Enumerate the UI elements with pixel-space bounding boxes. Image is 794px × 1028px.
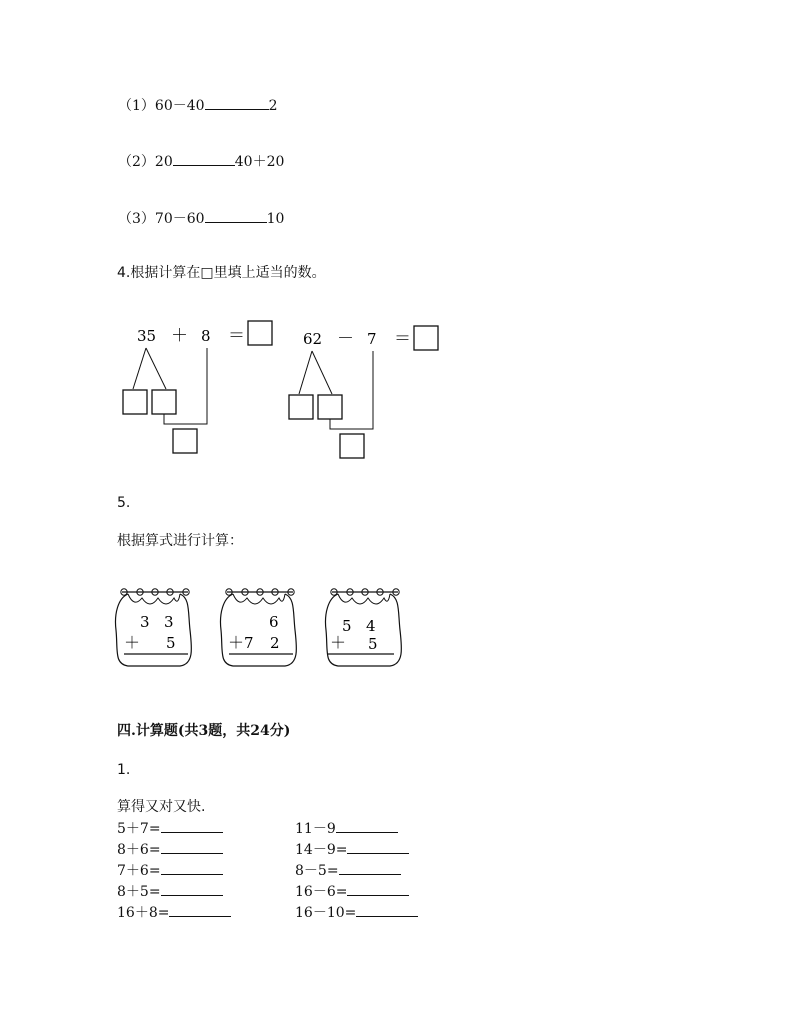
answer-blank[interactable] [339, 862, 401, 875]
calc-right-1: 11－9 [295, 818, 398, 838]
calc-left-1: 5＋7= [117, 818, 223, 838]
bag2-top-ones: 6 [269, 613, 279, 631]
answer-blank[interactable] [347, 841, 409, 854]
calc-left-2: 8＋6= [117, 839, 223, 859]
bag1-bottom-ones: 5 [166, 634, 176, 652]
money-bag-3 [326, 589, 402, 666]
calc-right-4: 16－6= [295, 881, 409, 901]
s4-q1-instruction: 算得又对又快. [117, 799, 206, 815]
p1-result-box[interactable] [248, 321, 272, 345]
answer-blank[interactable] [205, 210, 267, 223]
compare-right: 2 [268, 98, 278, 114]
answer-blank[interactable] [336, 820, 398, 833]
q4-diagrams [0, 300, 460, 470]
compare-left: 70－60 [154, 211, 205, 227]
p2-equals: ＝ [394, 329, 411, 349]
compare-row-2 [118, 151, 284, 171]
answer-blank[interactable] [161, 841, 223, 854]
bag2-bottom-ones: 2 [270, 634, 280, 652]
p1-addend-a: 35 [137, 327, 157, 345]
p2-combine-box[interactable] [340, 434, 364, 458]
p1-split-box-2[interactable] [152, 390, 176, 414]
compare-right: 10 [266, 211, 285, 227]
answer-blank[interactable] [169, 904, 231, 917]
section-heading: 四.计算题(共3题，共24分) [117, 723, 291, 739]
p2-minuend: 62 [303, 330, 323, 348]
p2-subtrahend: 7 [367, 330, 377, 348]
p1-branch-left [133, 348, 146, 389]
answer-blank[interactable] [205, 97, 269, 110]
compare-right: 40＋20 [234, 154, 285, 170]
p2-split-box-2[interactable] [318, 395, 342, 419]
calc-right-2: 14－9= [295, 839, 409, 859]
calc-left-3: 7＋6= [117, 860, 223, 880]
money-bag-1 [116, 589, 192, 666]
bag1-top-tens: 3 [140, 613, 150, 631]
p2-operator: － [337, 329, 354, 349]
compare-left: 60－40 [154, 98, 205, 114]
compare-row-1 [118, 95, 277, 115]
p2-branch-left [299, 351, 312, 394]
p1-combine-box[interactable] [173, 429, 197, 453]
q5-number: 5. [117, 495, 131, 511]
p1-addend-b: 8 [201, 327, 211, 345]
p1-operator: ＋ [171, 326, 188, 346]
q4-title: 4.根据计算在□里填上适当的数。 [117, 265, 326, 281]
bag1-top-ones: 3 [164, 613, 174, 631]
compare-number: （2） [118, 154, 155, 170]
answer-blank[interactable] [173, 153, 235, 166]
compare-number: （3） [118, 211, 155, 227]
p1-split-box-1[interactable] [123, 390, 147, 414]
calc-left-5: 16＋8= [117, 902, 231, 922]
answer-blank[interactable] [347, 883, 409, 896]
bag3-top-ones: 4 [366, 617, 376, 635]
p1-combine-line [164, 348, 207, 424]
money-bag-2 [221, 589, 297, 666]
compare-left: 20 [154, 154, 173, 170]
p2-result-box[interactable] [414, 326, 438, 350]
bag3-bottom-ones: 5 [368, 635, 378, 653]
bag3-top-tens: 5 [342, 617, 352, 635]
p1-branch-right [146, 348, 166, 389]
calc-right-5: 16－10= [295, 902, 418, 922]
answer-blank[interactable] [161, 820, 223, 833]
compare-number: （1） [118, 98, 155, 114]
compare-row-3 [118, 208, 284, 228]
bag2-operator: ＋ [228, 633, 245, 652]
calc-left-4: 8＋5= [117, 881, 223, 901]
p2-combine-line [330, 351, 373, 429]
answer-blank[interactable] [356, 904, 418, 917]
s4-q1-number: 1. [117, 762, 131, 778]
bag3-operator: ＋ [330, 633, 347, 652]
money-bags [110, 580, 420, 675]
p1-equals: ＝ [228, 326, 245, 346]
q5-instruction: 根据算式进行计算： [117, 533, 243, 549]
calc-right-3: 8－5= [295, 860, 401, 880]
p2-branch-right [312, 351, 332, 394]
bag2-bottom-tens: 7 [244, 634, 254, 652]
answer-blank[interactable] [161, 883, 223, 896]
bag1-operator: ＋ [124, 633, 141, 652]
p2-split-box-1[interactable] [289, 395, 313, 419]
answer-blank[interactable] [161, 862, 223, 875]
